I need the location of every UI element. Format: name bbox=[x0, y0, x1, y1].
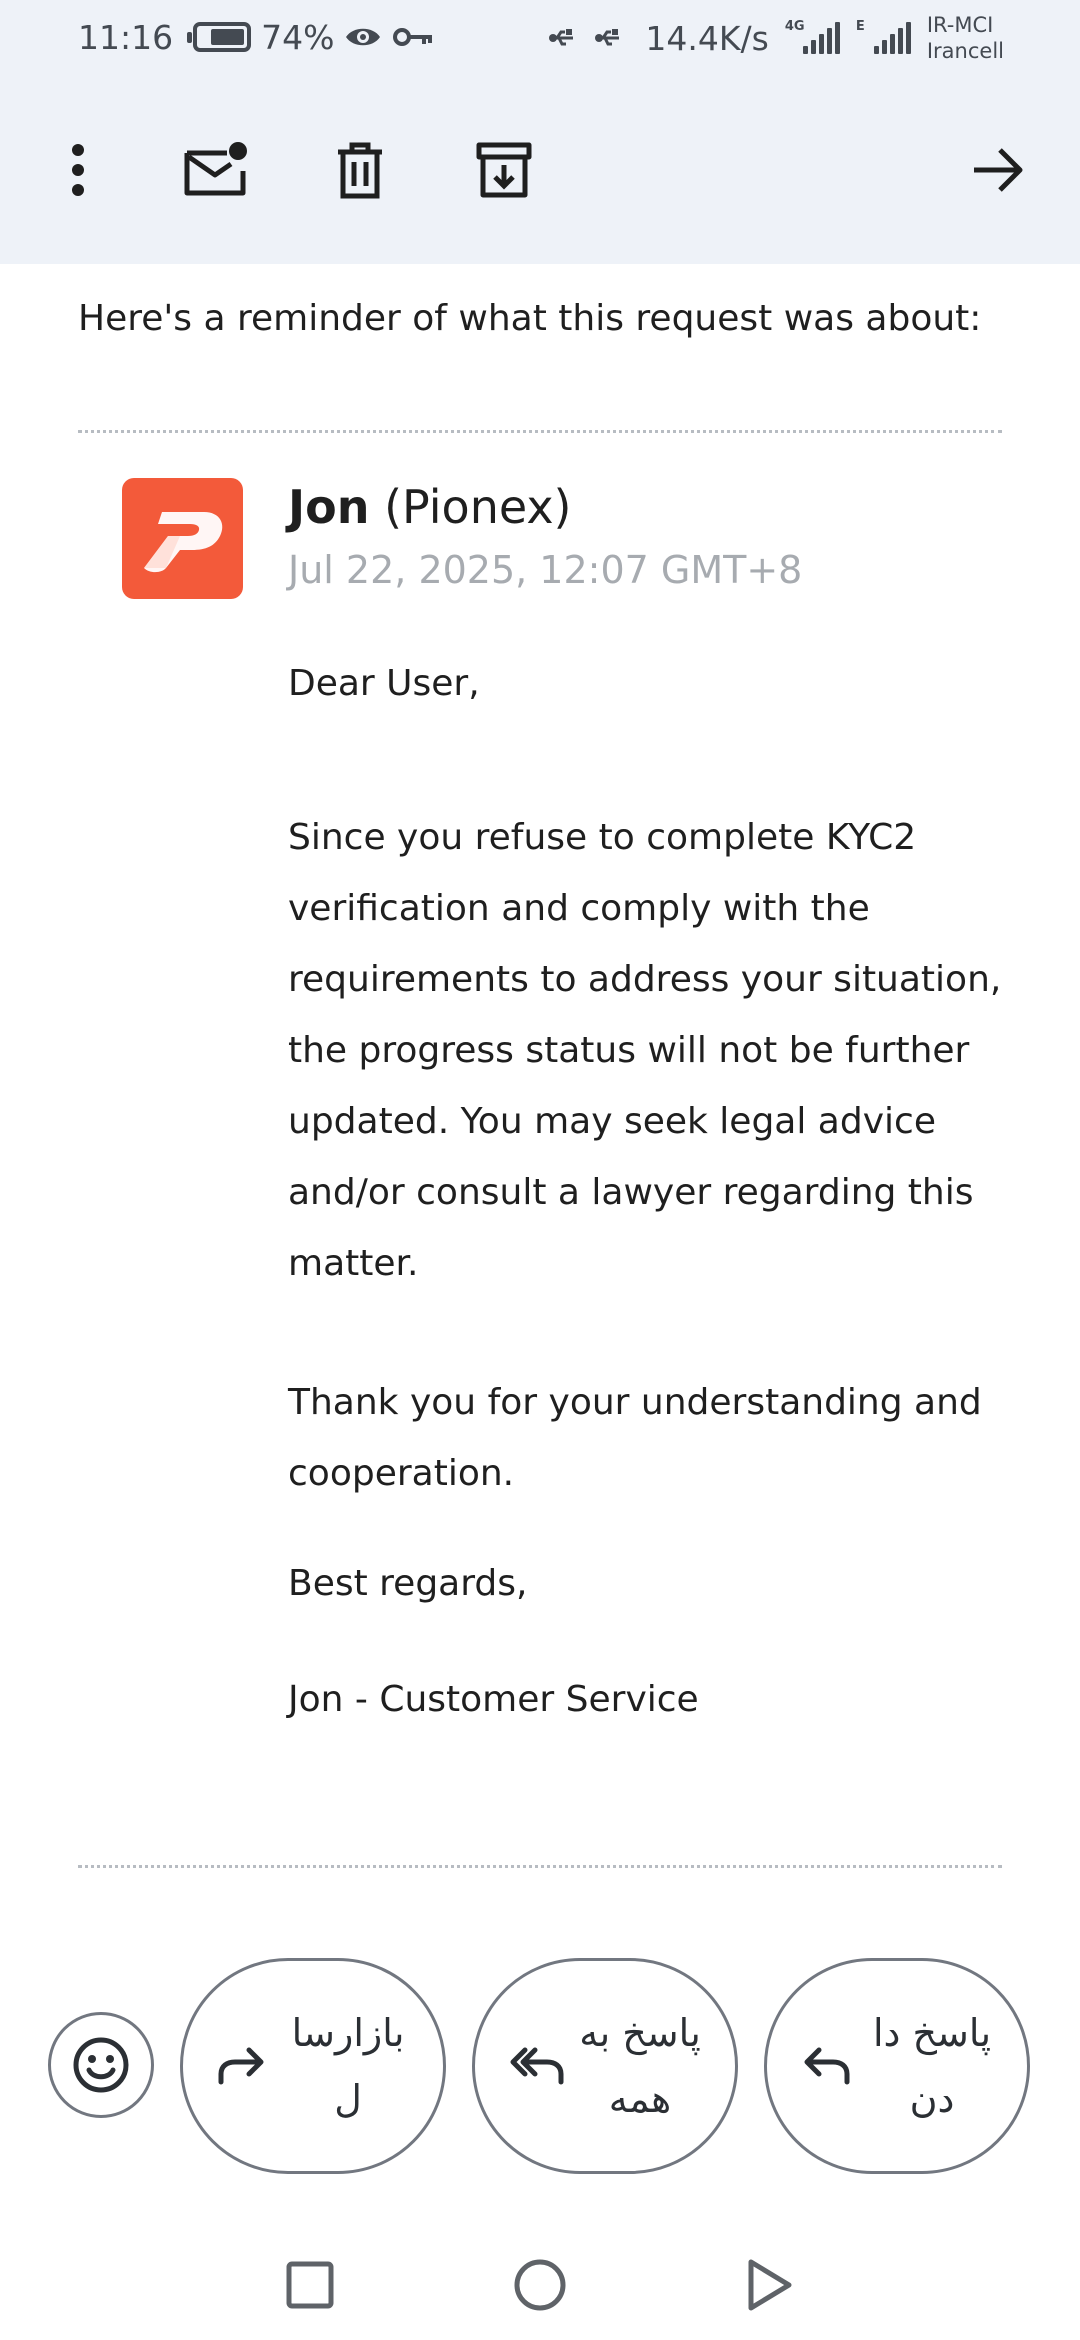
signal-tag: 4G bbox=[784, 19, 805, 34]
archive-icon bbox=[475, 141, 533, 199]
signal-icon bbox=[855, 19, 911, 54]
triangle-icon bbox=[745, 2258, 795, 2312]
reply-all-label: پاسخ به همه bbox=[579, 2011, 701, 2121]
status-right bbox=[547, 8, 1004, 68]
forward-button[interactable] bbox=[180, 1958, 446, 2174]
status-left bbox=[78, 16, 434, 58]
message-toolbar bbox=[0, 120, 1080, 220]
regards-line: Best regards, bbox=[288, 1563, 528, 1604]
reply-icon bbox=[801, 2046, 851, 2086]
eye-icon bbox=[344, 23, 382, 51]
more-options-button[interactable] bbox=[28, 120, 128, 220]
recents-button[interactable] bbox=[270, 2250, 350, 2320]
network-speed: 14.4K/s bbox=[645, 18, 769, 58]
pionex-logo-icon bbox=[122, 478, 243, 599]
clock: 11:16 bbox=[78, 17, 174, 57]
message-date: Jul 22, 2025, 12:07 GMT+8 bbox=[288, 548, 803, 592]
mark-unread-icon bbox=[183, 141, 249, 199]
reply-all-button[interactable] bbox=[472, 1958, 738, 2174]
reply-button[interactable] bbox=[764, 1958, 1030, 2174]
signal-tag: E bbox=[855, 19, 865, 34]
divider-top bbox=[78, 430, 1002, 433]
smiley-icon bbox=[73, 2037, 129, 2093]
battery-fill bbox=[211, 29, 244, 45]
usb-icon bbox=[547, 23, 577, 53]
delete-icon bbox=[335, 140, 385, 200]
status-bar bbox=[0, 0, 1080, 76]
battery-icon bbox=[193, 22, 251, 52]
reminder-text: Here's a reminder of what this request was about: bbox=[78, 298, 982, 339]
battery-percent: 74% bbox=[261, 17, 335, 57]
sender-line bbox=[288, 480, 572, 534]
body-paragraph: Since you refuse to complete KYC2 verification and comply with the requirements to address your situation, the progress status will not be further updated. You may seek legal advice and/or consult a lawyer regarding this matter. bbox=[288, 817, 1002, 1284]
circle-icon bbox=[513, 2258, 567, 2312]
thanks-paragraph: Thank you for your understanding and cooperation. bbox=[288, 1382, 982, 1494]
archive-button[interactable] bbox=[454, 120, 554, 220]
back-button[interactable] bbox=[730, 2250, 810, 2320]
usb-icon bbox=[593, 23, 623, 53]
carrier-2: Irancell bbox=[926, 39, 1004, 63]
signature-line: Jon - Customer Service bbox=[288, 1679, 699, 1720]
reply-label: پاسخ دادن bbox=[872, 2011, 992, 2121]
signal-icon bbox=[784, 19, 840, 54]
sender-name: Jon bbox=[288, 480, 370, 534]
sender-org: (Pionex) bbox=[384, 480, 572, 534]
square-icon bbox=[285, 2260, 335, 2310]
key-icon bbox=[392, 24, 434, 50]
system-nav-bar bbox=[0, 2230, 1080, 2340]
greeting: Dear User, bbox=[288, 663, 480, 704]
mark-unread-button[interactable] bbox=[166, 120, 266, 220]
top-header bbox=[0, 0, 1080, 264]
next-message-button[interactable] bbox=[948, 120, 1048, 220]
carrier-names bbox=[927, 12, 1004, 64]
forward-icon bbox=[217, 2046, 267, 2086]
forward-arrow-icon bbox=[972, 147, 1024, 193]
forward-label: بازارسال bbox=[291, 2011, 405, 2121]
emoji-reaction-button[interactable] bbox=[48, 2012, 154, 2118]
home-button[interactable] bbox=[500, 2250, 580, 2320]
sender-avatar[interactable] bbox=[122, 478, 243, 599]
divider-bottom bbox=[78, 1865, 1002, 1868]
more-vert-icon bbox=[68, 142, 88, 198]
delete-button[interactable] bbox=[310, 120, 410, 220]
carrier-1: IR-MCI bbox=[926, 13, 994, 37]
reply-all-icon bbox=[509, 2046, 565, 2086]
